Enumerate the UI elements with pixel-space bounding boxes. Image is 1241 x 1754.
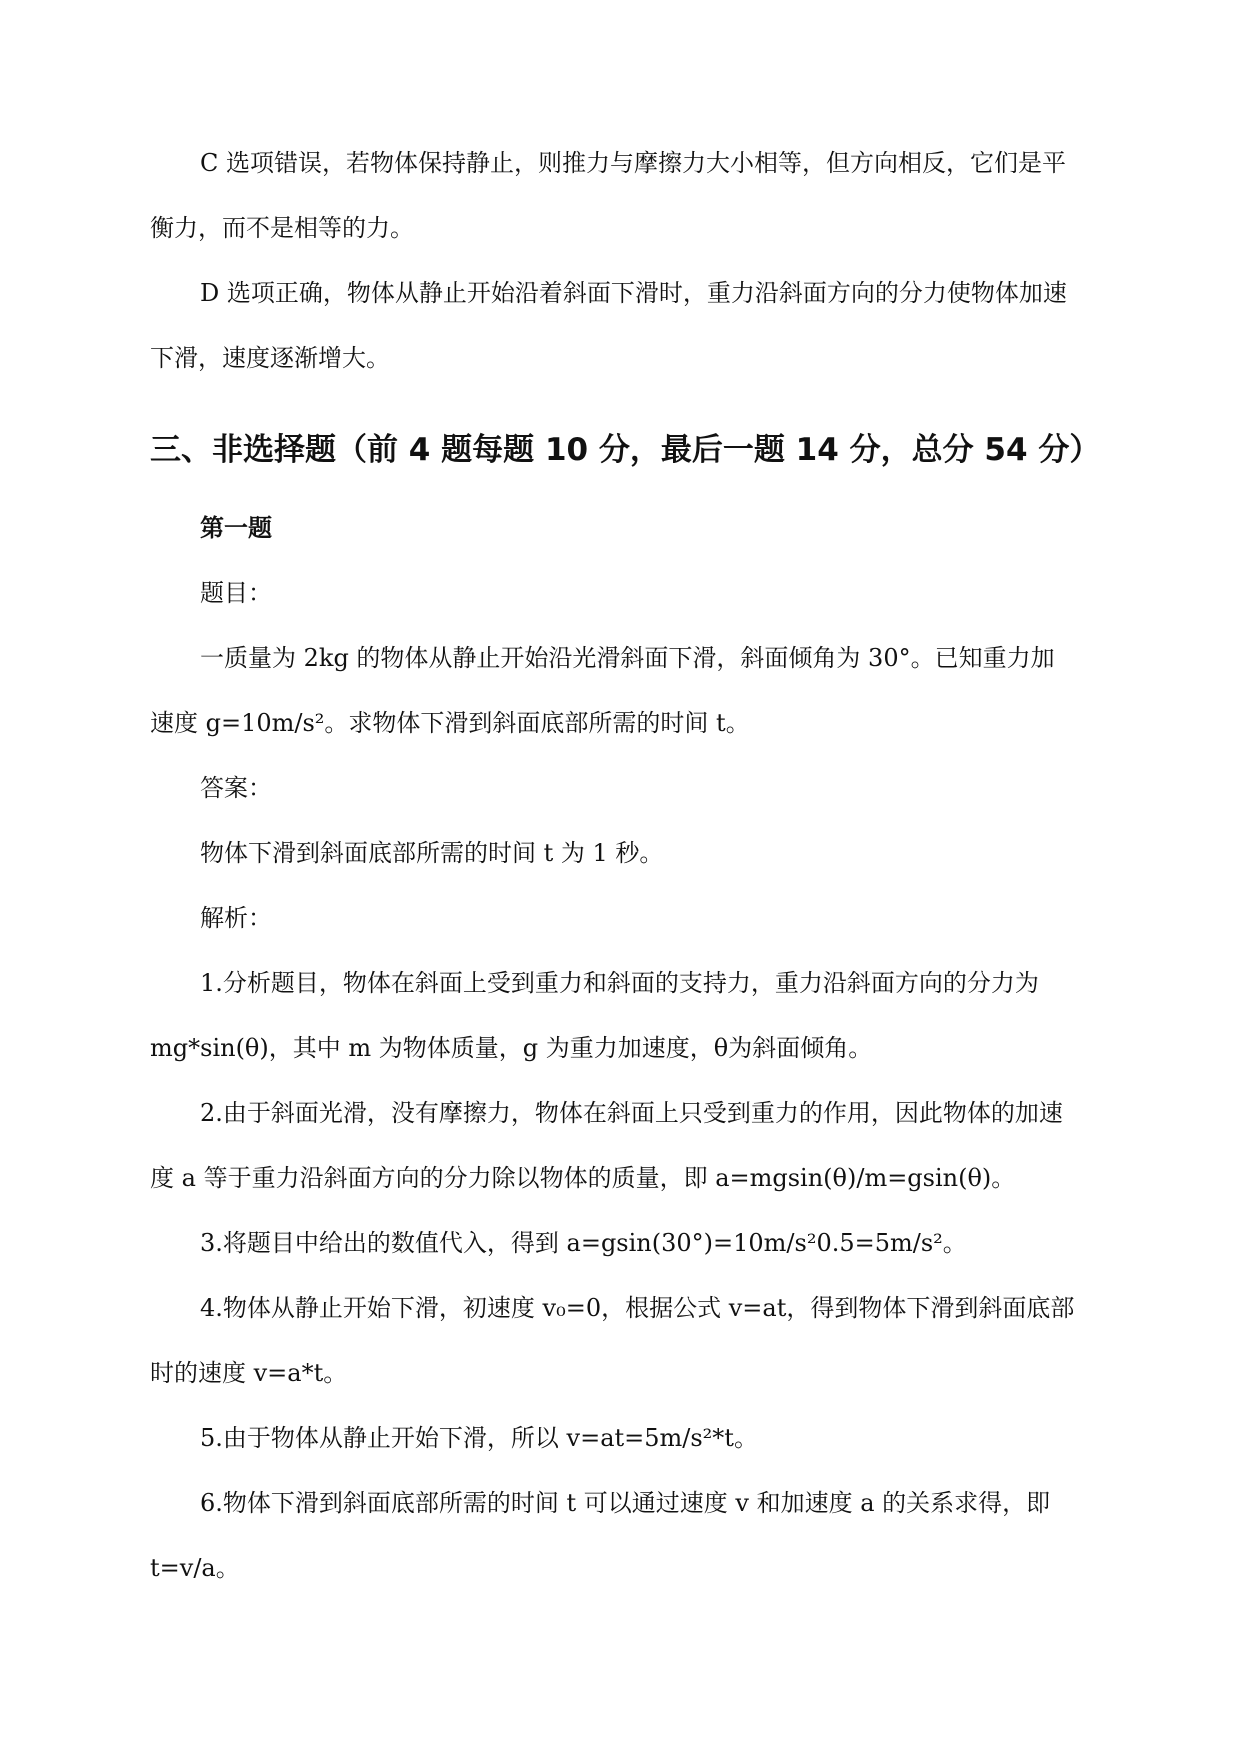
prompt-line-2: 速度 g=10m/s²。求物体下滑到斜面底部所需的时间 t。 (150, 709, 750, 737)
step-line: 度 a 等于重力沿斜面方向的分力除以物体的质量，即 a=mgsin(θ)/m=gsin(θ)。 (150, 1164, 1016, 1192)
step-line: 3.将题目中给出的数值代入，得到 a=gsin(30°)=10m/s²0.5=5m/s²。 (200, 1229, 967, 1257)
option-d-line-1: D 选项正确，物体从静止开始沿着斜面下滑时，重力沿斜面方向的分力使物体加速 (200, 279, 1067, 307)
option-c-line-1: C 选项错误，若物体保持静止，则推力与摩擦力大小相等，但方向相反，它们是平 (200, 149, 1066, 177)
option-c-line-2: 衡力，而不是相等的力。 (150, 214, 414, 242)
question-title: 第一题 (200, 514, 272, 542)
step-line: 5.由于物体从静止开始下滑，所以 v=at=5m/s²*t。 (200, 1424, 758, 1452)
prompt-label: 题目： (200, 579, 272, 607)
step-line: 4.物体从静止开始下滑，初速度 v₀=0，根据公式 v=at，得到物体下滑到斜面底部 (200, 1294, 1075, 1322)
step-line: t=v/a。 (150, 1554, 240, 1582)
step-line: 1.分析题目，物体在斜面上受到重力和斜面的支持力，重力沿斜面方向的分力为 (200, 969, 1039, 997)
section-heading: 三、非选择题（前 4 题每题 10 分，最后一题 14 分，总分 54 分） (150, 432, 1101, 468)
step-line: 6.物体下滑到斜面底部所需的时间 t 可以通过速度 v 和加速度 a 的关系求得，即 (200, 1489, 1051, 1517)
step-line: 时的速度 v=a*t。 (150, 1359, 348, 1387)
step-line: 2.由于斜面光滑，没有摩擦力，物体在斜面上只受到重力的作用，因此物体的加速 (200, 1099, 1063, 1127)
answer-label: 答案： (200, 774, 272, 802)
answer-text: 物体下滑到斜面底部所需的时间 t 为 1 秒。 (200, 839, 664, 867)
option-d-line-2: 下滑，速度逐渐增大。 (150, 344, 390, 372)
step-line: mg*sin(θ)，其中 m 为物体质量，g 为重力加速度，θ为斜面倾角。 (150, 1034, 873, 1062)
prompt-line-1: 一质量为 2kg 的物体从静止开始沿光滑斜面下滑，斜面倾角为 30°。已知重力加 (200, 644, 1055, 672)
analysis-label: 解析： (200, 904, 272, 932)
